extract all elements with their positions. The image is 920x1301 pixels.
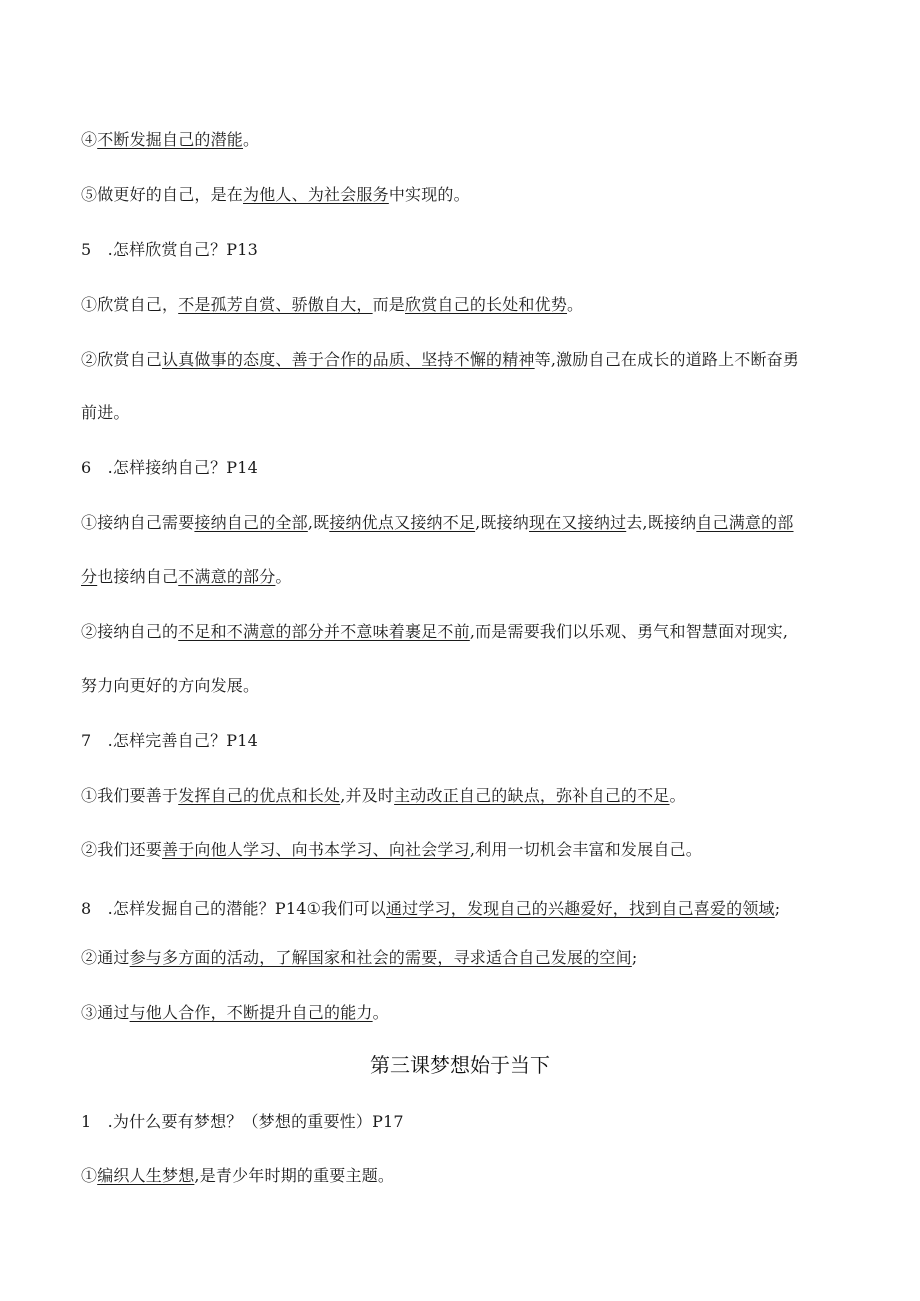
text-segment: ②我们还要 — [81, 840, 163, 859]
text-segment: ②欣赏自己 — [81, 350, 163, 369]
text-segment: ,并及时 — [340, 786, 395, 805]
lesson-heading: 第三课梦想始于当下 — [370, 1053, 550, 1077]
underlined-key-phrase: 善于向他人学习、向书本学习、向社会学习 — [162, 840, 470, 859]
text-segment: ⑤做更好的自己，是在 — [81, 185, 244, 204]
text-line-2 — [81, 185, 841, 205]
underlined-key-phrase: 与他人合作，不断提升自己的能力 — [129, 1003, 373, 1022]
underlined-key-phrase: 发挥自己的优点和长处 — [178, 786, 341, 805]
text-segment: 5 .怎样欣赏自己？P13 — [81, 240, 258, 259]
text-segment: 。 — [567, 295, 584, 314]
text-segment: ,是青少年时期的重要主题。 — [194, 1166, 395, 1185]
underlined-key-phrase: 分 — [81, 567, 98, 586]
text-segment: ; — [631, 948, 638, 967]
underlined-key-phrase: 通过学习，发现自己的兴趣爱好，找到自己喜爱的领域 — [385, 899, 775, 918]
text-line-19 — [81, 1166, 841, 1186]
text-line-6 — [81, 403, 841, 423]
text-segment: ④ — [81, 130, 98, 149]
text-line-16 — [81, 948, 841, 968]
text-segment: 而是 — [372, 295, 406, 314]
question-1-lesson3 — [81, 1112, 841, 1132]
text-segment: 7 .怎样完善自己？P14 — [81, 731, 258, 750]
text-segment: ① — [81, 1166, 98, 1185]
text-segment: ,而是需要我们以乐观、勇气和智慧面对现实, — [469, 622, 789, 641]
question-6 — [81, 458, 841, 478]
text-segment: ,利用一切机会丰富和发展自己。 — [469, 840, 702, 859]
text-segment: ,既 — [307, 513, 330, 532]
underlined-key-phrase: 不足和不满意的部分并不意味着裹足不前 — [178, 622, 470, 641]
text-line-14 — [81, 840, 841, 860]
text-line-11 — [81, 676, 841, 696]
underlined-key-phrase: 认真做事的态度、善于合作的品质、坚持不懈的精神 — [162, 350, 535, 369]
underlined-key-phrase: 现在又接纳过 — [529, 513, 627, 532]
text-segment: 。 — [243, 130, 260, 149]
underlined-key-phrase: 不是孤芳自赏、骄傲自大， — [178, 295, 373, 314]
underlined-key-phrase: 自己满意的部 — [696, 513, 794, 532]
text-segment: ③通过 — [81, 1003, 130, 1022]
underlined-key-phrase: 不断发掘自己的潜能 — [97, 130, 244, 149]
text-line-9 — [81, 567, 841, 587]
text-segment: 6 .怎样接纳自己？P14 — [81, 458, 258, 477]
text-line-8 — [81, 513, 841, 533]
text-segment: 。 — [372, 1003, 389, 1022]
text-line-1 — [81, 130, 841, 150]
underlined-key-phrase: 编织人生梦想 — [97, 1166, 195, 1185]
text-segment: 中实现的。 — [388, 185, 470, 204]
text-segment: 8 .怎样发掘自己的潜能？P14①我们可以 — [81, 899, 386, 918]
text-line-17 — [81, 1003, 841, 1023]
underlined-key-phrase: 接纳优点又接纳不足 — [329, 513, 476, 532]
text-segment: ,既接纳 — [475, 513, 530, 532]
text-segment: 也接纳自己 — [97, 567, 179, 586]
underlined-key-phrase: 接纳自己的全部 — [194, 513, 308, 532]
text-segment: ②接纳自己的 — [81, 622, 179, 641]
text-segment: ①欣赏自己， — [81, 295, 179, 314]
text-segment: 努力向更好的方向发展。 — [81, 676, 260, 695]
text-segment: ①我们要善于 — [81, 786, 179, 805]
text-line-10 — [81, 622, 841, 642]
underlined-key-phrase: 欣赏自己的长处和优势 — [405, 295, 568, 314]
question-8 — [81, 899, 841, 919]
question-7 — [81, 731, 841, 751]
text-line-13 — [81, 786, 841, 806]
text-line-5 — [81, 350, 841, 370]
text-segment: 。 — [275, 567, 292, 586]
underlined-key-phrase: 为他人、为社会服务 — [243, 185, 389, 204]
underlined-key-phrase: 不满意的部分 — [178, 567, 276, 586]
text-segment: 1 .为什么要有梦想？（梦想的重要性）P17 — [81, 1112, 404, 1131]
underlined-key-phrase: 参与多方面的活动，了解国家和社会的需要，寻求适合自己发展的空间 — [129, 948, 632, 967]
underlined-key-phrase: 主动改正自己的缺点，弥补自己的不足 — [394, 786, 670, 805]
text-line-4 — [81, 295, 841, 315]
text-segment: ①接纳自己需要 — [81, 513, 195, 532]
text-segment: 。 — [669, 786, 686, 805]
text-segment: 去,既接纳 — [626, 513, 697, 532]
text-segment: ; — [774, 899, 781, 918]
text-segment: ②通过 — [81, 948, 130, 967]
text-segment: 等,激励自己在成长的道路上不断奋勇 — [534, 350, 800, 369]
question-5 — [81, 240, 841, 260]
text-segment: 前进。 — [81, 403, 130, 422]
